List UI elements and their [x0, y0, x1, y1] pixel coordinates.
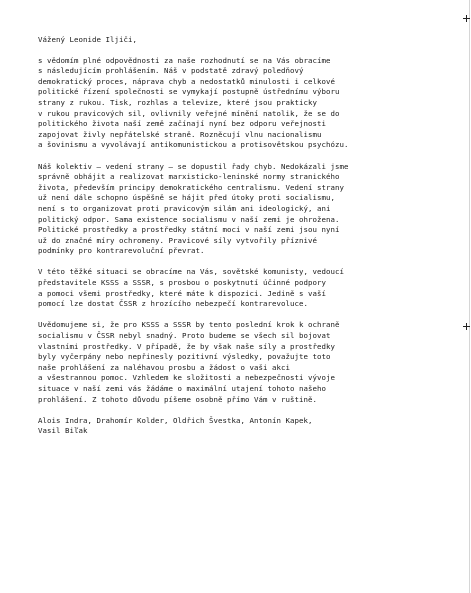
paragraph-line: už není dále schopno úspěšně se hájit před útoky proti socialismu,: [38, 193, 335, 203]
paragraph-line: s vědomím plné odpovědnosti za naše rozhodnutí se na Vás obracíme: [38, 55, 331, 65]
paragraph-line: správně obhájit a realizovat marxisticko-leninské normy stranického: [38, 172, 340, 182]
signatories: [38, 416, 456, 437]
crop-mark-top: [463, 18, 470, 19]
paragraph-line: politický odpor. Sama existence socialismu v naší zemi je ohrožena.: [38, 214, 340, 224]
paragraph-line: politického života naší země začínají nyní bez odporu veřejnosti: [38, 119, 326, 129]
paragraph-4: [38, 320, 456, 405]
paragraph-line: prohlášení. Z tohoto důvodu píšeme osobně přímo Vám v ruštině.: [38, 394, 317, 404]
paragraph-line: demokratický proces, náprava chyb a nedostatků minulosti i celkové: [38, 76, 335, 86]
paragraph-line: naše prohlášení za naléhavou prosbu a žádost o vaši akci: [38, 362, 290, 372]
paragraph-3: [38, 267, 456, 309]
paragraph-line: není s to organizovat proti pravicovým silám ani ideologický, ani: [38, 203, 331, 213]
paragraph-line: Uvědomujeme si, že pro KSSS a SSSR by tento poslední krok k ochraně: [38, 320, 340, 330]
paragraph-line: strany z rukou. Tisk, rozhlas a televize, které jsou prakticky: [38, 97, 317, 107]
paragraph-1: [38, 56, 456, 151]
paragraph-line: života, především principy demokratického centralismu. Vedení strany: [38, 182, 344, 192]
paragraph-line: s následujícím prohlášením. Náš v podstatě zdravý poledňový: [38, 66, 304, 76]
paragraph-line: podmínky pro kontrarevoluční převrat.: [38, 246, 205, 256]
paragraph-line: V této těžké situaci se obracíme na Vás, sovětské komunisty, vedoucí: [38, 267, 344, 277]
paragraph-line: a všestrannou pomoc. Vzhledem ke složitosti a nebezpečnosti vývoje: [38, 373, 335, 383]
paragraph-line: politické řízení společnosti se vymykají postupně ústřednímu výboru: [38, 87, 340, 97]
crop-mark-middle: [463, 326, 470, 327]
paragraph-line: Politické prostředky a prostředky státní moci v naší zemi jsou nyní: [38, 225, 340, 235]
paragraph-line: už do značné míry ochromeny. Pravicové síly vytvořily příznivé: [38, 235, 317, 245]
paragraph-line: a pomoci všemi prostředky, které máte k dispozici. Jedině s vaší: [38, 288, 326, 298]
paragraph-line: v rukou pravicových sil, ovlivnily veřejné mínění natolik, že se do: [38, 108, 340, 118]
paragraph-line: a šovinismu a vyvolávají antikomunistickou a protisovětskou psychózu.: [38, 140, 349, 150]
letter-salutation: Vážený Leonide Iljiči,: [38, 35, 137, 44]
paragraph-line: představitele KSSS a SSSR, s prosbou o poskytnutí účinné podpory: [38, 278, 326, 288]
paragraph-line: vlastními prostředky. V případě, že by však naše síly a prostředky: [38, 341, 335, 351]
paragraph-line: zapojovat živly nepřátelské straně. Rozněcují vlnu nacionalismu: [38, 129, 322, 139]
letter-body: [38, 35, 456, 437]
signatory-line: Vasil Biľak: [38, 426, 88, 436]
paragraph-2: [38, 162, 456, 257]
paragraph-line: byly vyčerpány nebo nepřinesly pozitivní výsledky, považujte toto: [38, 352, 331, 362]
paragraph-line: pomocí lze dostat ČSSR z hrozícího nebezpečí kontrarevoluce.: [38, 299, 308, 309]
signatory-line: Alois Indra, Drahomír Kolder, Oldřich Švestka, Antonín Kapek,: [38, 415, 313, 425]
page-edge-rule: [469, 0, 470, 593]
paragraph-line: socialismu v ČSSR nebyl snadný. Proto budeme se všech sil bojovat: [38, 331, 331, 341]
paragraph-line: Náš kolektiv – vedení strany – se dopustil řady chyb. Nedokázali jsme: [38, 161, 349, 171]
paragraph-line: situace v naší zemi vás žádáme o maximální utajení tohoto našeho: [38, 384, 326, 393]
